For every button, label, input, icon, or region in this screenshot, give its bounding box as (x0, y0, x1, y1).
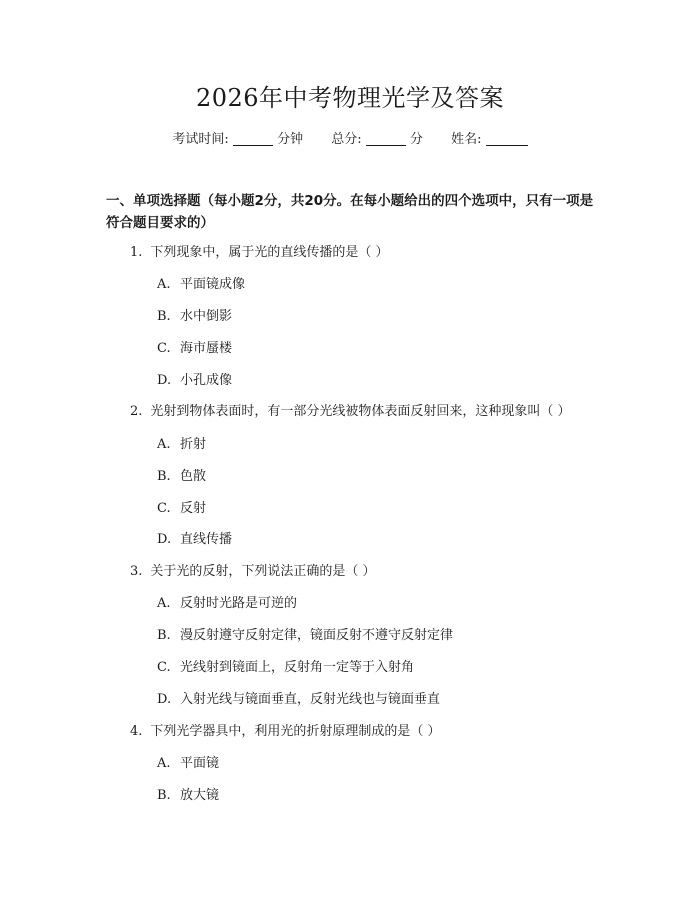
total-score-unit: 分 (409, 132, 423, 147)
question-1-option-c (157, 340, 607, 358)
option-text: 入射光线与镜面垂直，反射光线也与镜面垂直 (180, 692, 441, 707)
option-text: 光线射到镜面上，反射角一定等于入射角 (180, 660, 415, 675)
option-text: 折射 (180, 437, 207, 452)
option-letter: D. (157, 532, 172, 547)
option-letter: A. (157, 596, 171, 611)
option-text: 直线传播 (180, 532, 233, 547)
question-number: 4. (130, 724, 143, 739)
exam-time-unit: 分钟 (277, 132, 304, 147)
question-number: 3. (130, 564, 143, 579)
option-text: 水中倒影 (180, 309, 233, 324)
option-letter: B. (157, 469, 171, 484)
question-text: 关于光的反射，下列说法正确的是（ ） (150, 564, 376, 579)
option-letter: A. (157, 756, 171, 771)
option-letter: C. (157, 660, 171, 675)
total-score-field (331, 130, 423, 150)
question-2-option-b (157, 468, 607, 486)
question-4-option-b (157, 787, 607, 805)
option-letter: A. (157, 277, 171, 292)
question-3-option-d (157, 691, 607, 709)
option-letter: B. (157, 309, 171, 324)
option-letter: B. (157, 788, 171, 803)
option-text: 小孔成像 (180, 373, 233, 388)
exam-meta-line (0, 130, 700, 150)
question-text: 下列光学器具中，利用光的折射原理制成的是（ ） (150, 724, 441, 739)
total-score-label: 总分: (331, 132, 362, 147)
question-2 (130, 403, 610, 421)
question-1 (130, 244, 610, 262)
question-1-option-a (157, 276, 607, 294)
question-3-option-c (157, 659, 607, 677)
question-3-option-b (157, 627, 607, 645)
question-1-option-d (157, 372, 607, 390)
question-3 (130, 563, 610, 581)
option-text: 平面镜成像 (180, 277, 246, 292)
exam-time-field (172, 130, 303, 150)
question-number: 1. (130, 245, 143, 260)
option-letter: C. (157, 341, 171, 356)
question-number: 2. (130, 404, 143, 419)
question-text: 光射到物体表面时，有一部分光线被物体表面反射回来，这种现象叫（ ） (150, 404, 571, 419)
question-2-option-a (157, 436, 607, 454)
option-letter: C. (157, 501, 171, 516)
option-letter: B. (157, 628, 171, 643)
question-2-option-c (157, 500, 607, 518)
question-4 (130, 723, 610, 741)
option-text: 放大镜 (180, 788, 220, 803)
question-2-option-d (157, 531, 607, 549)
total-score-blank (366, 131, 406, 146)
option-text: 反射 (180, 501, 207, 516)
exam-time-blank (233, 131, 273, 146)
option-text: 反射时光路是可逆的 (180, 596, 298, 611)
option-text: 色散 (180, 469, 207, 484)
option-text: 平面镜 (180, 756, 220, 771)
question-4-option-a (157, 755, 607, 773)
exam-time-label: 考试时间: (172, 132, 229, 147)
option-letter: A. (157, 437, 171, 452)
question-1-option-b (157, 308, 607, 326)
section-heading: 一、单项选择题（每小题2分，共20分。在每小题给出的四个选项中，只有一项是符合题目要求的） (106, 193, 594, 231)
option-letter: D. (157, 692, 172, 707)
option-letter: D. (157, 373, 172, 388)
question-text: 下列现象中，属于光的直线传播的是（ ） (150, 245, 389, 260)
document-title: 2026年中考物理光学及答案 (195, 84, 505, 112)
option-text: 漫反射遵守反射定律，镜面反射不遵守反射定律 (180, 628, 454, 643)
name-label: 姓名: (451, 132, 482, 147)
name-blank (486, 131, 528, 146)
name-field (451, 130, 528, 150)
question-3-option-a (157, 595, 607, 613)
option-text: 海市蜃楼 (180, 341, 233, 356)
